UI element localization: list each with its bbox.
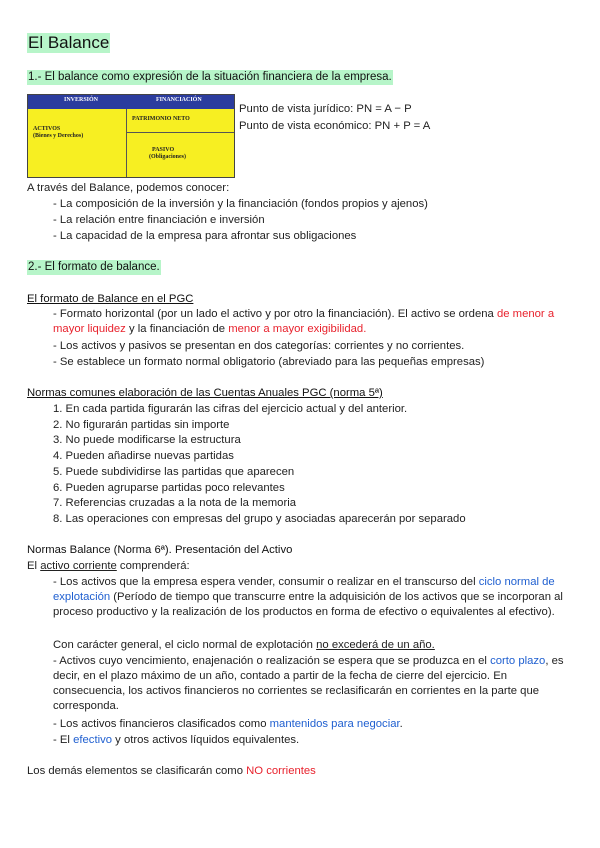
list-item: 3. No puede modificarse la estructura [53, 434, 241, 446]
activo-item-3: - Los activos financieros clasificados como mantenidos para negociar. [53, 718, 403, 730]
activos-label: ACTIVOS [33, 126, 61, 132]
col-financiacion: FINANCIACIÓN [156, 97, 202, 103]
activo-note: Con carácter general, el ciclo normal de explotación no excederá de un año. [53, 639, 435, 651]
blue-highlight: mantenidos para negociar [269, 718, 400, 730]
table-divider-vertical [126, 109, 127, 177]
final-line: Los demás elementos se clasificarán como NO corrientes [27, 765, 316, 777]
pgc-item-1: - Formato horizontal (por un lado el activo y por otro la financiación). El activo se ordena de menor a mayor liquidez y la financiación de menor a mayor exigibilidad. [53, 308, 555, 335]
punto-vista-economico: Punto de vista económico: PN + P = A [239, 120, 431, 132]
blue-highlight: efectivo [73, 734, 113, 746]
list-item: 5. Puede subdividirse las partidas que aparecen [53, 466, 295, 478]
patrimonio-neto-label: PATRIMONIO NETO [132, 116, 190, 122]
blue-highlight: corto plazo [490, 655, 546, 667]
activo-heading: Normas Balance (Norma 6ª). Presentación del Activo [27, 544, 293, 556]
list-item: - La capacidad de la empresa para afrontar sus obligaciones [53, 230, 357, 242]
list-item: 8. Las operaciones con empresas del grupo y asociadas aparecerán por separado [53, 513, 466, 525]
red-highlight: menor a mayor exigibilidad. [228, 323, 367, 335]
pasivo-sub-label: (Obligaciones) [149, 154, 186, 160]
list-item: - La composición de la inversión y la financiación (fondos propios y ajenos) [53, 198, 428, 210]
activo-item-4: - El efectivo y otros activos líquidos equivalentes. [53, 734, 300, 746]
pgc-heading: El formato de Balance en el PGC [27, 293, 194, 305]
list-item: 6. Pueden agruparse partidas poco relevantes [53, 482, 285, 494]
list-item: - La relación entre financiación e inversión [53, 214, 265, 226]
page-title: El Balance [28, 33, 110, 52]
section1-intro: A través del Balance, podemos conocer: [27, 182, 230, 194]
blue-highlight: ciclo normal de explotación [53, 576, 555, 603]
pgc-item-3: - Se establece un formato normal obligatorio (abreviado para las pequeñas empresas) [53, 356, 485, 368]
balance-table [27, 94, 235, 178]
list-item: 4. Pueden añadirse nuevas partidas [53, 450, 234, 462]
activo-intro: El activo corriente comprenderá: [27, 560, 190, 572]
col-inversion: INVERSIÓN [64, 97, 99, 103]
punto-vista-juridico: Punto de vista jurídico: PN = A − P [239, 103, 412, 115]
activo-item-2: - Activos cuyo vencimiento, enajenación o realización se espera que se produzca en el corto plazo, es decir, en el plazo máximo de un año, contado a partir de la fecha de cierre del ejercicio. En consecuencia, los activos financieros no corrientes se reclasificarán en corrientes en la parte que corresponda. [53, 655, 564, 712]
red-highlight: NO corrientes [246, 765, 316, 777]
section1-heading: 1.- El balance como expresión de la situación financiera de la empresa. [28, 71, 392, 83]
red-highlight: de menor a mayor liquidez [53, 308, 555, 335]
activo-item-1: - Los activos que la empresa espera vender, consumir o realizar en el transcurso del ciclo normal de explotación (Período de tiempo que transcurre entre la adquisición de los activos que se incorporan al proceso productivo y la realización de los productos en forma de efectivo o equivalentes al efectivo). [53, 576, 563, 618]
section2-heading: 2.- El formato de balance. [28, 261, 160, 273]
balance-table-header [28, 95, 234, 109]
normas-heading: Normas comunes elaboración de las Cuentas Anuales PGC (norma 5ª) [27, 387, 383, 399]
table-divider-horizontal [126, 132, 234, 133]
list-item: 7. Referencias cruzadas a la nota de la memoria [53, 497, 297, 509]
list-item: 2. No figurarán partidas sin importe [53, 419, 230, 431]
pgc-item-2: - Los activos y pasivos se presentan en dos categorías: corrientes y no corrientes. [53, 340, 465, 352]
list-item: 1. En cada partida figurarán las cifras del ejercicio actual y del anterior. [53, 403, 408, 415]
pasivo-label: PASIVO [152, 147, 175, 153]
activos-sub-label: (Bienes y Derechos) [33, 133, 84, 139]
